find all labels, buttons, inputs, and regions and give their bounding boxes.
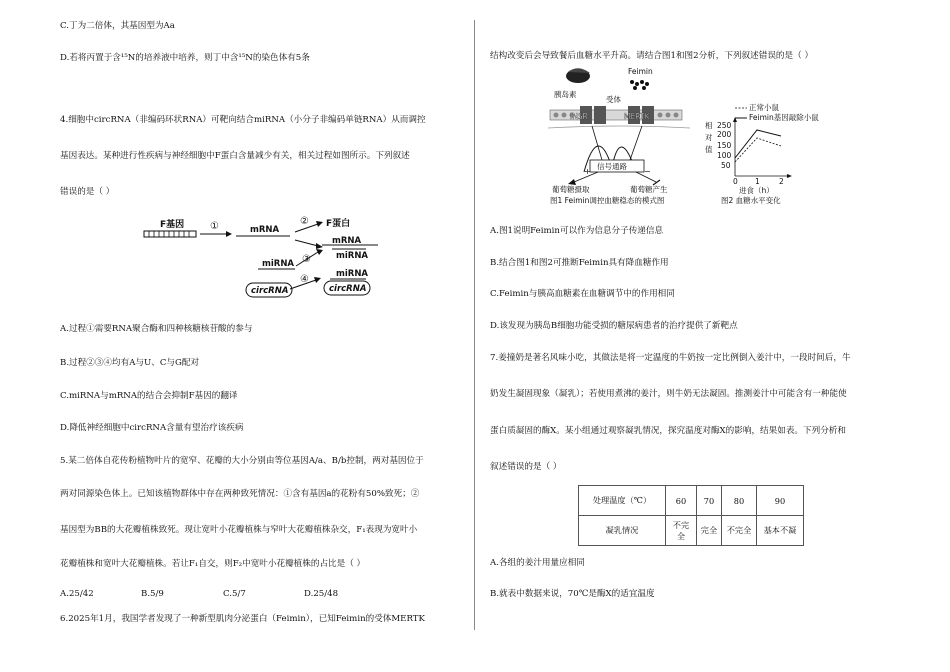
q5-stem-line2: 两对同源染色体上。已知该植物群体中存在两种致死情况：①含有基因a的花粉有50%致死；②	[60, 489, 420, 499]
q5-option-c: C.5/7	[223, 589, 246, 599]
q7-stem-line3: 蛋白质凝固的酶X。某小组通过观察凝乳情况，探究温度对酶X的影响，结果如表。下列分析和	[490, 426, 846, 436]
q7-stem-line2: 奶发生凝固现象（凝乳）；若使用煮沸的姜汁，则牛奶无法凝固。推测姜汁中可能含有一种能使	[490, 389, 847, 399]
xtick-0: 0	[733, 177, 738, 186]
table-temp: 80	[722, 486, 757, 516]
receptor-label: 受体	[606, 95, 621, 104]
table-row-label: 凝乳情况	[579, 516, 666, 546]
q4-option-d: D.降低神经细胞中circRNA含量有望治疗该疾病	[60, 423, 244, 433]
table-row-result	[579, 516, 804, 546]
production-label: 葡萄糖产生	[630, 185, 668, 194]
q5-stem-line4: 花瓣植株和宽叶大花瓣植株。若让F₁自交，则F₂中宽叶小花瓣植株的占比是（ ）	[60, 559, 366, 569]
ylabel-char3: 值	[705, 145, 713, 154]
q6-option-d: D.该发现为胰岛B细胞功能受损的糖尿病患者的治疗提供了新靶点	[490, 321, 738, 331]
step1-label: ①	[210, 221, 219, 232]
figure-2	[705, 100, 825, 206]
fig2-caption: 图2 血糖水平变化	[721, 196, 781, 205]
table-result: 完全	[697, 516, 722, 546]
q7-option-a: A.各组的姜汁用量应相同	[490, 558, 585, 568]
figure-1	[540, 64, 700, 206]
plus-sign: +	[584, 167, 591, 176]
fig2-xlabel: 进食（h）	[739, 186, 774, 195]
ylabel-char2: 对	[705, 133, 713, 142]
mirna-label-2: miRNA	[336, 251, 369, 261]
minus-sign: −	[644, 167, 651, 176]
mertk-label: MERTK	[624, 112, 650, 121]
q6-stem-line2: 结构改变后会导致餐后血糖水平升高。请结合图1和图2分析，下列叙述错误的是（ ）	[490, 51, 814, 61]
table-temp: 60	[666, 486, 697, 516]
q7-stem-line1: 7.姜撞奶是著名风味小吃，其做法是将一定温度的牛奶按一定比例倒入姜汁中，一段时间后，牛	[490, 353, 851, 363]
q6-option-c: C.Feimin与胰高血糖素在血糖调节中的作用相同	[490, 289, 675, 299]
q6-option-a: A.图1说明Feimin可以作为信息分子传递信息	[490, 226, 664, 236]
protein-label: F蛋白	[326, 219, 351, 229]
mirna-label-1: miRNA	[262, 259, 295, 269]
q4-stem-line2: 基因表达。某种进行性疾病与神经细胞中F蛋白含量减少有关，相关过程如图所示。下列叙述	[60, 151, 410, 161]
q4-stem-line3: 错误的是（ ）	[60, 187, 115, 197]
table-result: 不完全	[722, 516, 757, 546]
step4-label: ④	[300, 274, 309, 285]
q5-stem-line1: 5.某二倍体自花传粉植物叶片的宽窄、花瓣的大小分别由等位基因A/a、B/b控制，两对基因位于	[60, 456, 424, 466]
ylabel-char1: 相	[705, 121, 713, 130]
gene-label: F基因	[160, 220, 185, 230]
ytick-50: 50	[721, 161, 731, 170]
fig1-caption: 图1 Feimin调控血糖稳态的模式图	[550, 196, 665, 205]
mrna-label-1: mRNA	[250, 225, 280, 235]
ytick-150: 150	[717, 141, 732, 150]
q7-option-b: B.就表中数据来说，70℃是酶X的适宜温度	[490, 589, 655, 599]
mrna-label-2: mRNA	[332, 236, 362, 246]
signal-label: 信号通路	[597, 162, 627, 171]
option-c-prev: C.丁为二倍体，其基因型为Aa	[60, 21, 175, 31]
legend-ko: Feimin基因敲除小鼠	[749, 113, 819, 122]
table-header-label: 处理温度（℃）	[579, 486, 666, 516]
xtick-2: 2	[779, 177, 784, 186]
insr-label: INSR	[570, 112, 588, 121]
table-temp: 90	[757, 486, 804, 516]
q4-stem-line1: 4.细胞中circRNA（非编码环状RNA）可靶向结合miRNA（小分子非编码单链RNA）从而调控	[60, 115, 426, 125]
ytick-100: 100	[717, 151, 732, 160]
mirna-label-3: miRNA	[336, 269, 369, 279]
table-temp: 70	[697, 486, 722, 516]
q4-option-b: B.过程②③④均有A与U、C与G配对	[60, 358, 200, 368]
ytick-200: 200	[717, 130, 732, 139]
option-d-prev: D.若将丙置于含¹⁵N的培养液中培养，则丁中含¹⁵N的染色体有5条	[60, 53, 310, 63]
q4-diagram	[140, 212, 390, 304]
xtick-1: 1	[755, 177, 760, 186]
legend-normal: 正常小鼠	[749, 103, 779, 112]
table-row-header	[579, 486, 804, 516]
q5-option-a: A.25/42	[60, 589, 94, 599]
q6-stem-line1: 6.2025年1月，我国学者发现了一种新型肌肉分泌蛋白（Feimin），已知Feimin的受体MERTK	[60, 614, 425, 624]
step3-label: ③	[302, 254, 311, 265]
table-result: 不完全	[666, 516, 697, 546]
q4-option-c: C.miRNA与mRNA的结合会抑制F基因的翻译	[60, 391, 238, 401]
q7-stem-line4: 叙述错误的是（ ）	[490, 462, 562, 472]
q4-option-a: A.过程①需要RNA聚合酶和四种核糖核苷酸的参与	[60, 324, 253, 334]
ytick-250: 250	[717, 121, 732, 130]
table-result: 基本不凝	[757, 516, 804, 546]
insulin-label: 胰岛素	[554, 90, 577, 99]
q5-option-d: D.25/48	[304, 589, 339, 599]
feimin-label: Feimin	[628, 67, 653, 76]
uptake-label: 葡萄糖摄取	[552, 185, 590, 194]
enzyme-temperature-table	[578, 485, 804, 546]
q5-stem-line3: 基因型为BB的大花瓣植株致死。现让宽叶小花瓣植株与窄叶大花瓣植株杂交，F₁表现为宽叶小	[60, 525, 418, 535]
q5-option-b: B.5/9	[141, 589, 164, 599]
q6-option-b: B.结合图1和图2可推断Feimin具有降血糖作用	[490, 258, 669, 268]
column-divider	[474, 20, 475, 630]
circrna-label-1: circRNA	[251, 286, 289, 296]
circrna-label-2: circRNA	[329, 284, 367, 294]
step2-label: ②	[300, 216, 309, 227]
